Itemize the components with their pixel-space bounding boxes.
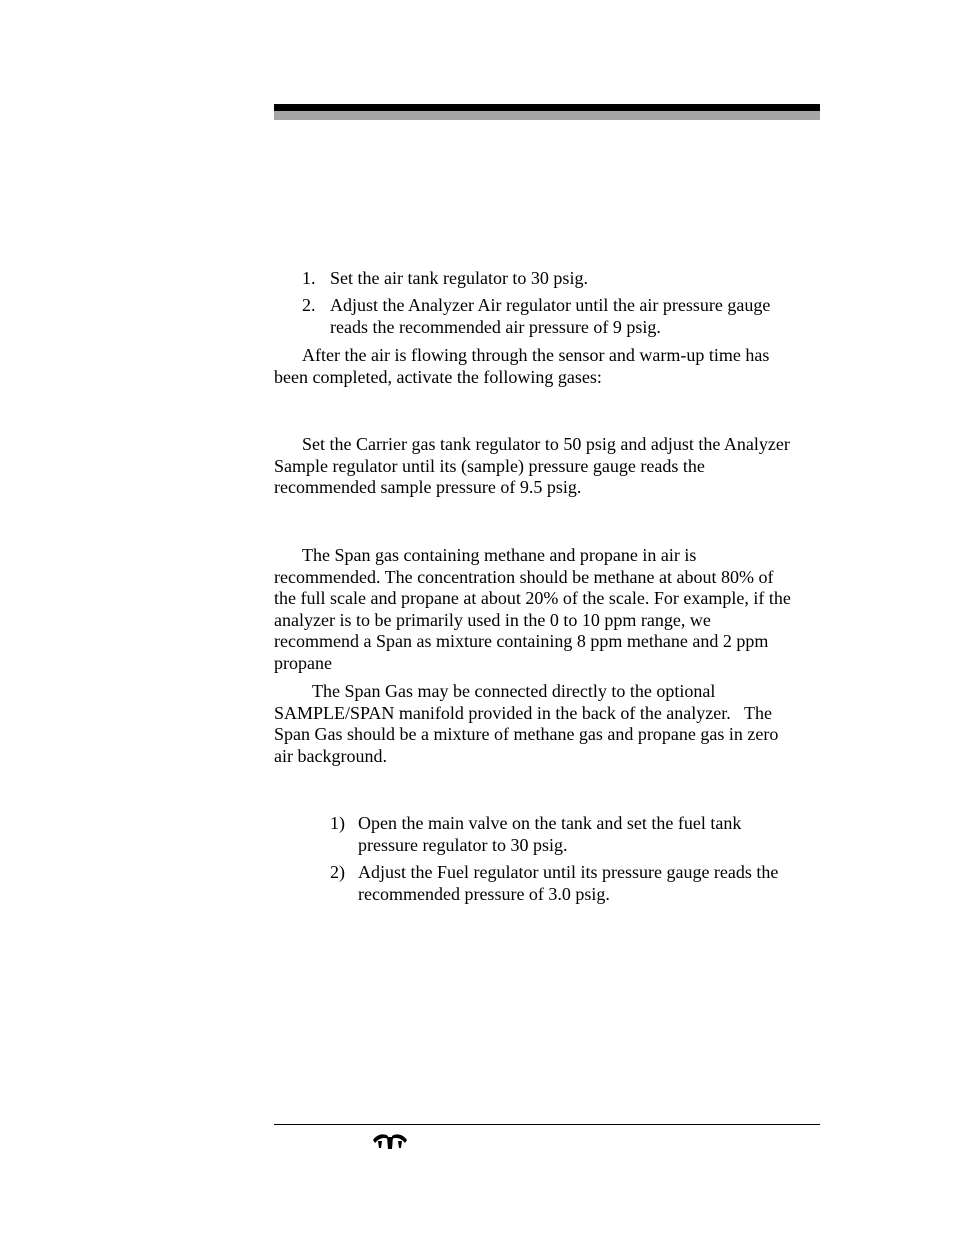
paragraph-after-air — [274, 345, 834, 388]
footer-rule — [274, 1124, 820, 1125]
list-number: 1) — [330, 813, 345, 833]
list-number: 2. — [302, 295, 316, 315]
paragraph-line: recommended sample pressure of 9.5 psig. — [274, 477, 582, 498]
list-text-line: pressure regulator to 30 psig. — [358, 834, 568, 855]
paragraph-carrier — [274, 434, 834, 499]
list-text-line: reads the recommended air pressure of 9 psig. — [330, 316, 661, 337]
list-text-line: Adjust the Analyzer Air regulator until the air pressure gauge — [330, 295, 771, 315]
paragraph-line: been completed, activate the following gases: — [274, 366, 602, 387]
paragraph-span-manifold — [274, 681, 834, 767]
paragraph-line: SAMPLE/SPAN manifold provided in the back of the analyzer. The — [274, 702, 772, 723]
paragraph-line: The Span gas containing methane and propane in air is — [302, 545, 697, 565]
paragraph-line: the full scale and propane at about 20% of the scale. For example, if the — [274, 588, 791, 609]
paragraph-line: analyzer is to be primarily used in the 0 to 10 ppm range, we — [274, 609, 711, 630]
list-item-air-1 — [302, 268, 822, 290]
paragraph-line: recommended. The concentration should be methane at about 80% of — [274, 566, 774, 587]
list-number: 2) — [330, 862, 345, 882]
paragraph-line: Set the Carrier gas tank regulator to 50 psig and adjust the Analyzer — [302, 434, 790, 454]
list-item-air-2 — [302, 295, 822, 339]
paragraph-line: Span Gas should be a mixture of methane gas and propane gas in zero — [274, 724, 779, 745]
list-number: 1. — [302, 268, 316, 288]
list-item-fuel-2 — [330, 862, 820, 906]
paragraph-line: The Span Gas may be connected directly to the optional — [312, 681, 716, 701]
paragraph-line: recommend a Span as mixture containing 8 ppm methane and 2 ppm — [274, 631, 769, 652]
list-item-fuel-1 — [330, 813, 820, 857]
header-rule — [274, 104, 820, 111]
paragraph-line: air background. — [274, 745, 387, 766]
teledyne-logo-icon — [372, 1131, 408, 1151]
paragraph-line: After the air is flowing through the sensor and warm-up time has — [302, 345, 770, 365]
paragraph-span — [274, 545, 834, 675]
header-rule-shadow — [274, 111, 820, 120]
list-text-line: recommended pressure of 3.0 psig. — [358, 883, 610, 904]
list-text-line: Adjust the Fuel regulator until its pressure gauge reads the — [358, 862, 779, 882]
paragraph-line: propane — [274, 652, 332, 673]
list-text-line: Open the main valve on the tank and set the fuel tank — [358, 813, 742, 833]
paragraph-line: Sample regulator until its (sample) pressure gauge reads the — [274, 455, 705, 476]
list-text: Set the air tank regulator to 30 psig. — [330, 268, 588, 288]
